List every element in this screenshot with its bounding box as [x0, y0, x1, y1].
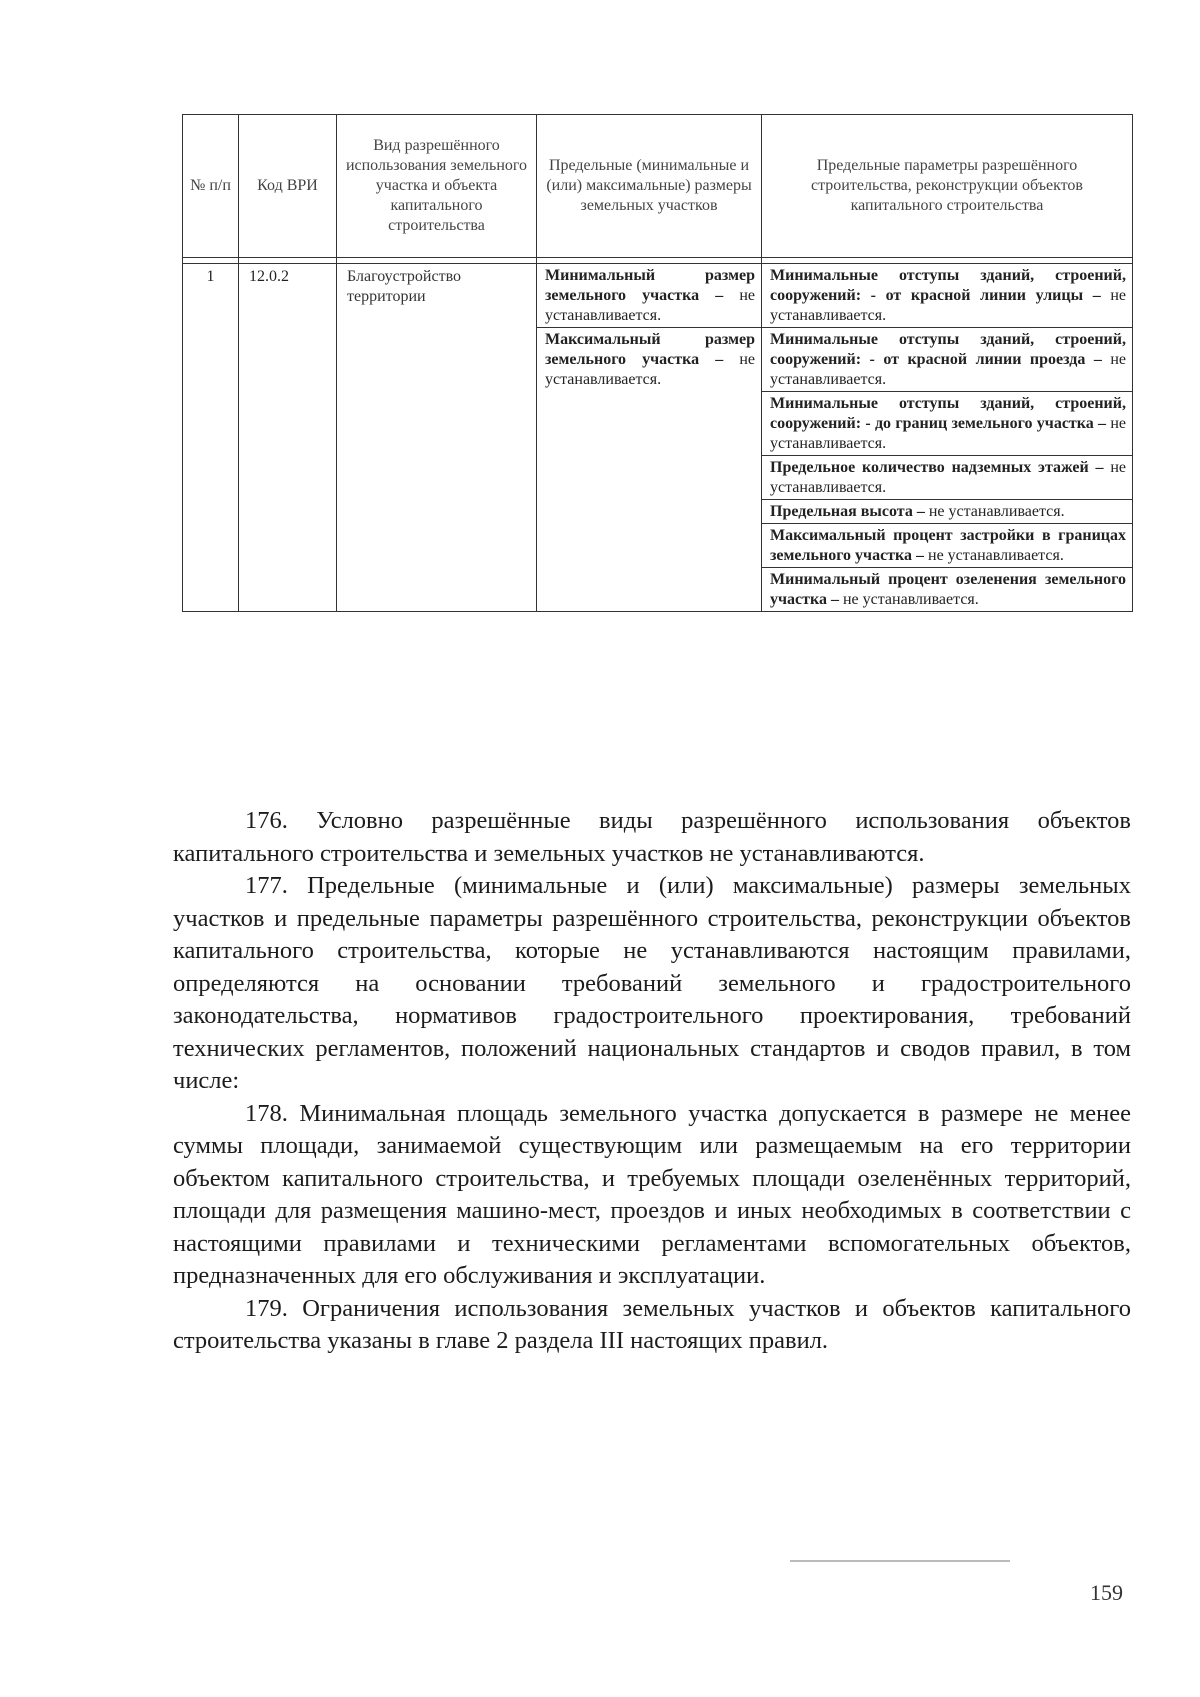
size-item: Минимальный размер земельного участка – не устанавливается. [537, 264, 761, 328]
row-code: 12.0.2 [239, 264, 337, 612]
table-header-row [183, 115, 1133, 258]
size-item: Максимальный размер земельного участка – не устанавливается. [545, 331, 756, 388]
paragraph-176: 176. Условно разрешённые виды разрешённого использования объектов капитального строительства и земельных участков не устанавливаются. [173, 807, 1131, 867]
paragraph-177: 177. Предельные (минимальные и (или) максимальные) размеры земельных участков и предельные параметры разрешённого строительства, реконструкции объектов капитального строительства, которые не устанавливаются настоящим правилами, определяются на основании требований земельного и градостроительного законодательства, нормативов градостроительного проектирования, требований технических регламентов, положений национальных стандартов и сводов правил, в том числе: [173, 872, 1131, 1094]
paragraph-179: 179. Ограничения использования земельных участков и объектов капитального строительства указаны в главе 2 раздела III настоящих правил. [173, 1294, 1131, 1354]
body-text [173, 805, 1131, 1358]
param-item: Предельная высота – не устанавливается. [762, 500, 1132, 524]
param-item: Предельное количество надземных этажей – не устанавливается. [762, 456, 1132, 500]
table-row [183, 264, 1133, 612]
header-params: Предельные параметры разрешённого строительства, реконструкции объектов капитального строительства [762, 115, 1133, 258]
row-params-cell [762, 264, 1133, 612]
header-num: № п/п [183, 115, 239, 258]
param-item: Минимальные отступы зданий, строений, сооружений: - от красной линии улицы – не устанавливается. [762, 264, 1132, 328]
header-sizes: Предельные (минимальные и (или) максимальные) размеры земельных участков [537, 115, 762, 258]
scan-artifact [790, 1560, 1010, 1562]
param-item: Максимальный процент застройки в границах земельного участка – не устанавливается. [762, 524, 1132, 568]
paragraph-178: 178. Минимальная площадь земельного участка допускается в размере не менее суммы площади, занимаемой существующим или размещаемым на его территории объектом капитального строительства, и требуемых площади озеленённых территорий, площади для размещения машино-мест, проездов и иных необходимых в соответствии с настоящими правилами и техническими регламентами вспомогательных объектов, предназначенных для его обслуживания и эксплуатации. [173, 1099, 1131, 1289]
row-sizes-cell [537, 264, 762, 612]
page-number: 159 [1090, 1580, 1123, 1605]
param-item: Минимальный процент озеленения земельного участка – не устанавливается. [770, 571, 1126, 608]
header-code: Код ВРИ [239, 115, 337, 258]
param-item: Минимальные отступы зданий, строений, сооружений: - от красной линии проезда – не устанавливается. [762, 328, 1132, 392]
land-use-table [182, 114, 1133, 612]
param-item: Минимальные отступы зданий, строений, сооружений: - до границ земельного участка – не устанавливается. [762, 392, 1132, 456]
row-num: 1 [183, 264, 239, 612]
row-kind: Благоустройство территории [337, 264, 537, 612]
header-kind: Вид разрешённого использования земельного участка и объекта капитального строительства [337, 115, 537, 258]
